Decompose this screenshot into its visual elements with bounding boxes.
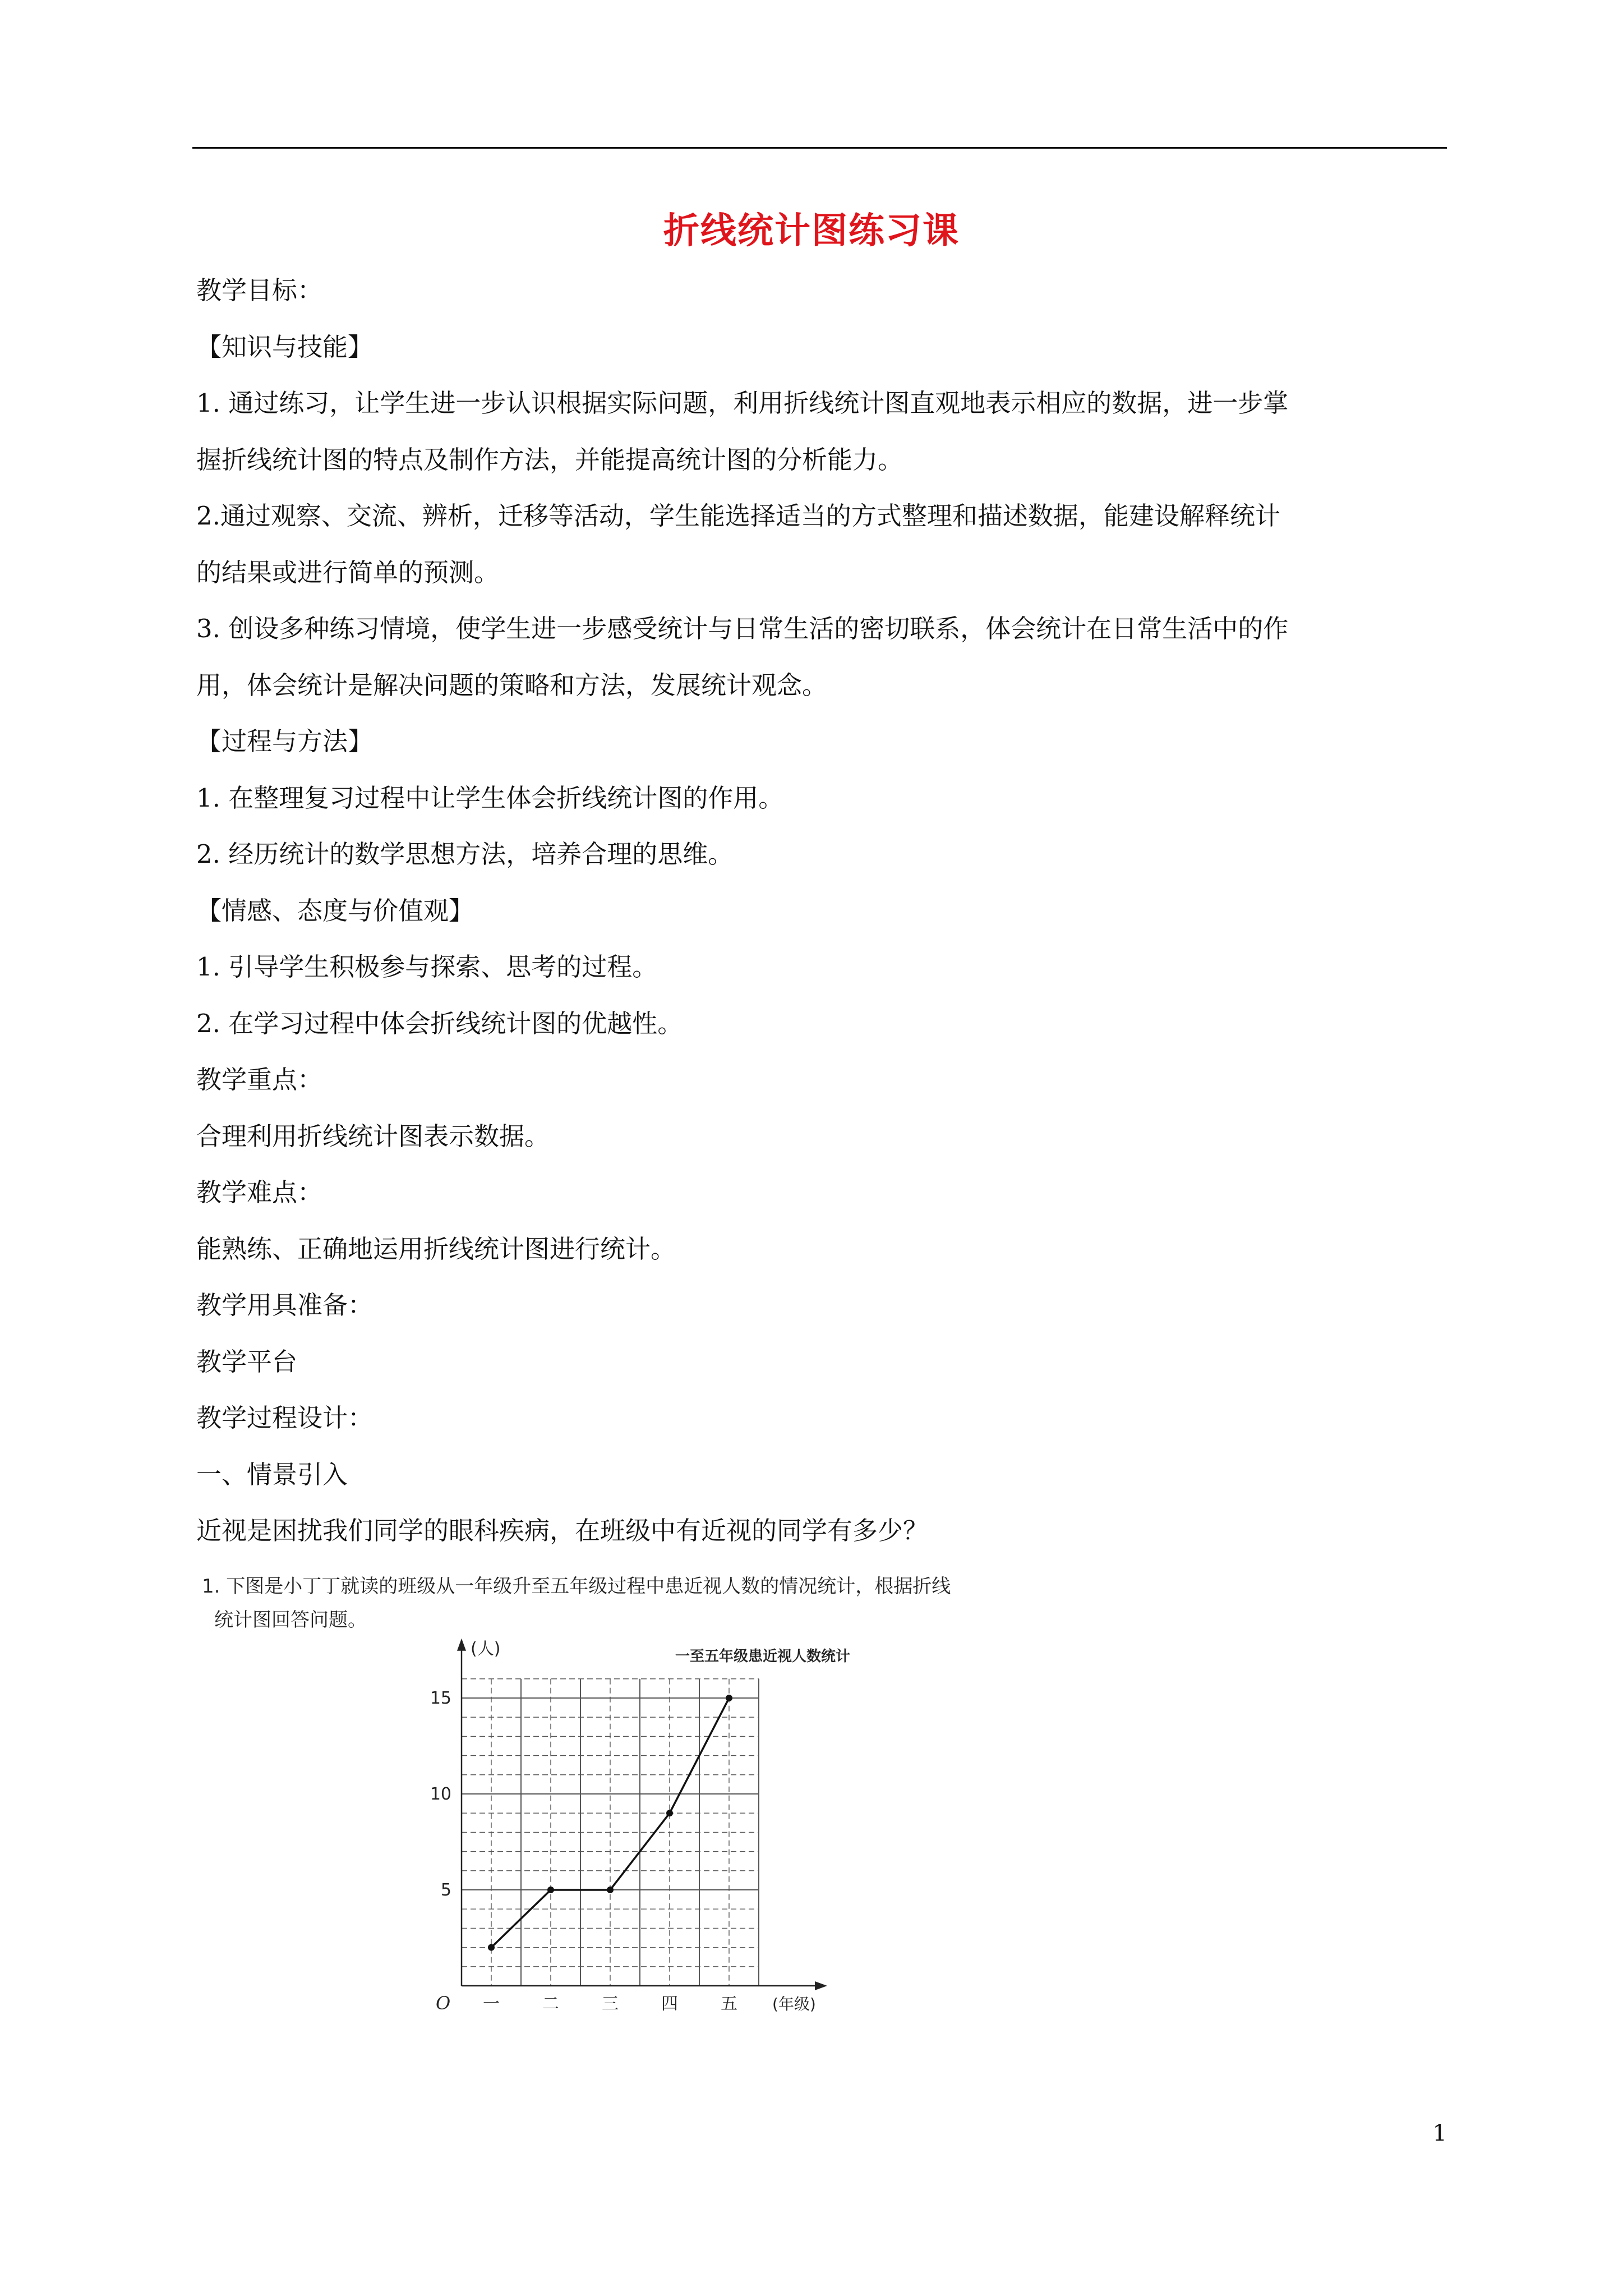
x-tick-label: 二	[542, 1994, 559, 2014]
data-point	[547, 1887, 554, 1893]
exercise-figure	[202, 1571, 1155, 2036]
y-axis-label: (人)	[471, 1639, 501, 1659]
paragraph-line: 1. 引导学生积极参与探索、思考的过程。	[196, 952, 658, 982]
y-tick-label: 15	[430, 1688, 451, 1708]
paragraph-line: 1. 通过练习，让学生进一步认识根据实际问题，利用折线统计图直观地表示相应的数据，进一步掌	[196, 388, 1289, 418]
subsection-heading: 【过程与方法】	[196, 726, 374, 756]
paragraph-line: 的结果或进行简单的预测。	[196, 557, 500, 587]
paragraph-line: 1. 在整理复习过程中让学生体会折线统计图的作用。	[196, 783, 784, 813]
y-tick-label: 5	[440, 1880, 451, 1900]
section-heading: 教学难点：	[196, 1177, 323, 1207]
section-heading: 教学用具准备：	[196, 1290, 374, 1320]
page-number: 1	[1432, 2120, 1447, 2146]
paragraph-line: 握折线统计图的特点及制作方法，并能提高统计图的分析能力。	[196, 444, 903, 475]
section-heading: 教学目标：	[196, 275, 323, 305]
document-body	[196, 263, 1453, 1559]
section-heading: 教学重点：	[196, 1065, 323, 1094]
paragraph-line: 合理利用折线统计图表示数据。	[196, 1121, 550, 1151]
paragraph-line: 能熟练、正确地运用折线统计图进行统计。	[196, 1234, 676, 1264]
subsection-heading: 【情感、态度与价值观】	[196, 895, 474, 926]
data-point	[726, 1695, 732, 1701]
y-tick-label: 10	[430, 1784, 451, 1804]
document-title: 折线统计图练习课	[663, 210, 960, 252]
paragraph-line: 2. 经历统计的数学思想方法，培养合理的思维。	[196, 839, 734, 869]
subsection-heading: 【知识与技能】	[196, 332, 374, 362]
y-axis-arrow	[457, 1639, 466, 1651]
data-point	[607, 1887, 614, 1893]
data-point	[488, 1944, 495, 1951]
chart-title: 一至五年级患近视人数统计	[675, 1648, 850, 1665]
x-axis-label: (年级)	[772, 1995, 816, 2013]
origin-label: O	[436, 1993, 451, 2014]
data-point	[666, 1810, 673, 1816]
paragraph-line: 教学平台	[196, 1346, 298, 1377]
x-tick-label: 三	[602, 1994, 619, 2014]
header-rule	[192, 147, 1447, 149]
paragraph-line: 3. 创设多种练习情境，使学生进一步感受统计与日常生活的密切联系，体会统计在日常生活中的作	[196, 614, 1289, 643]
figure-caption: 统计图回答问题。	[214, 1609, 367, 1631]
paragraph-line: 一、情景引入	[196, 1459, 348, 1489]
figure-caption: 1. 下图是小丁丁就读的班级从一年级升至五年级过程中患近视人数的情况统计，根据折线	[202, 1575, 951, 1598]
line-chart	[202, 1571, 1155, 2036]
x-tick-label: 一	[483, 1994, 500, 2014]
paragraph-line: 用，体会统计是解决问题的策略和方法，发展统计观念。	[196, 670, 828, 700]
x-tick-label: 五	[721, 1994, 737, 2014]
paragraph-line: 近视是困扰我们同学的眼科疾病，在班级中有近视的同学有多少？	[196, 1516, 929, 1545]
x-axis-arrow	[815, 1981, 827, 1990]
section-heading: 教学过程设计：	[196, 1403, 374, 1433]
paragraph-line: 2.通过观察、交流、辨析，迁移等活动，学生能选择适当的方式整理和描述数据，能建设解释统计	[196, 501, 1280, 531]
paragraph-line: 2. 在学习过程中体会折线统计图的优越性。	[196, 1008, 683, 1038]
x-tick-label: 四	[661, 1994, 678, 2014]
